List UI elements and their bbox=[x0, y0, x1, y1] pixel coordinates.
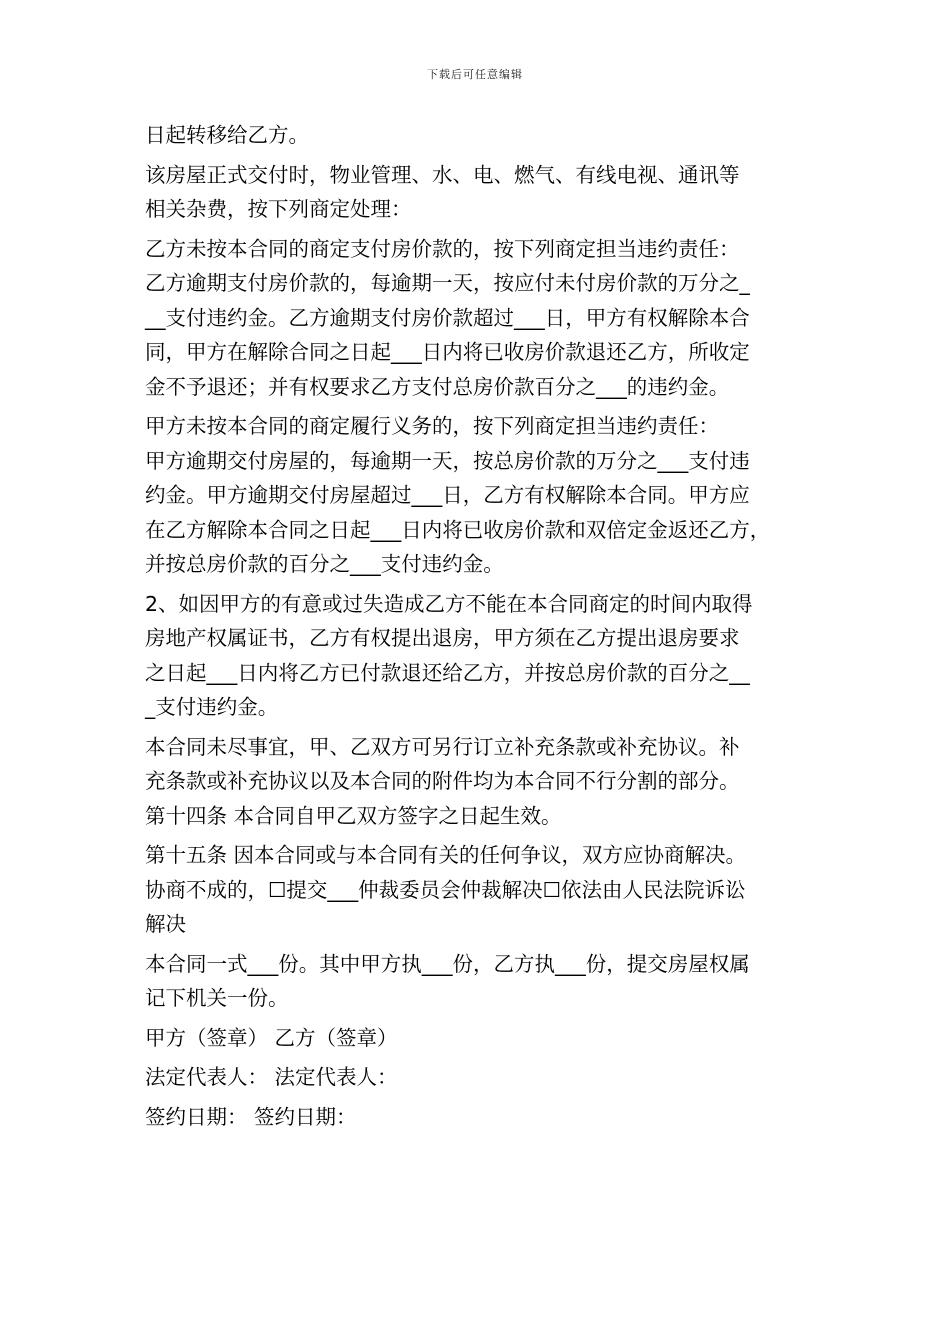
text-line: 甲方（签章） 乙方（签章） bbox=[145, 1025, 398, 1050]
text-line: 充条款或补充协议以及本合同的附件均为本合同不行分割的部分。 bbox=[145, 769, 740, 793]
paragraph-buyer-breach-heading bbox=[145, 232, 820, 267]
document-body bbox=[145, 118, 820, 1134]
signature-representatives bbox=[145, 1060, 820, 1095]
text-line: 法定代表人： 法定代表人： bbox=[145, 1065, 398, 1089]
text-line: 本合同未尽事宜，甲、乙双方可另行订立补充条款或补充协议。补 bbox=[145, 734, 740, 759]
paragraph-article-14 bbox=[145, 799, 820, 834]
signature-parties bbox=[145, 1021, 820, 1056]
text-line: 房地产权属证书，乙方有权提出退房，甲方须在乙方提出退房要求 bbox=[145, 626, 740, 650]
text-line: 第十五条 因本合同或与本合同有关的任何争议，双方应协商解决。 bbox=[145, 843, 747, 867]
text-line: 解决 bbox=[145, 912, 186, 936]
text-line: 在乙方解除本合同之日起___日内将已收房价款和双倍定金返还乙方， bbox=[145, 517, 771, 542]
text-line: 日起转移给乙方。 bbox=[145, 123, 309, 147]
paragraph-clause-2 bbox=[145, 587, 820, 725]
text-line: 2、如因甲方的有意或过失造成乙方不能在本合同商定的时间内取得 bbox=[145, 591, 753, 616]
text-line: 同，甲方在解除合同之日起___日内将已收房价款退还乙方，所收定 bbox=[145, 340, 750, 364]
paragraph-supplementary bbox=[145, 730, 820, 799]
text-line: 之日起___日内将乙方已付款退还给乙方，并按总房价款的百分之__ bbox=[145, 660, 750, 685]
page-header: 下载后可任意编辑 bbox=[427, 68, 523, 81]
text-line: 甲方未按本合同的商定履行义务的，按下列商定担当违约责任： bbox=[145, 414, 719, 438]
text-line: 相关杂费，按下列商定处理： bbox=[145, 197, 412, 221]
text-line: 约金。甲方逾期交付房屋超过___日，乙方有权解除本合同。甲方应 bbox=[145, 483, 750, 507]
paragraph-transfer bbox=[145, 118, 820, 153]
text-line: 并按总房价款的百分之___支付违约金。 bbox=[145, 552, 504, 576]
paragraph-copies bbox=[145, 947, 820, 1016]
text-line: 甲方逾期交付房屋的，每逾期一天，按总房价款的万分之___支付违 bbox=[145, 448, 750, 473]
text-line: 乙方未按本合同的商定支付房价款的，按下列商定担当违约责任： bbox=[145, 236, 740, 261]
text-line: 乙方逾期支付房价款的，每逾期一天，按应付未付房价款的万分之_ bbox=[145, 271, 750, 295]
paragraph-seller-late-delivery bbox=[145, 444, 820, 582]
paragraph-seller-breach-heading bbox=[145, 409, 820, 444]
paragraph-article-15 bbox=[145, 838, 820, 942]
text-line: 记下机关一份。 bbox=[145, 986, 289, 1010]
text-line: 该房屋正式交付时，物业管理、水、电、燃气、有线电视、通讯等 bbox=[145, 162, 740, 187]
text-line: 本合同一式___份。其中甲方执___份，乙方执___份，提交房屋权属 bbox=[145, 951, 750, 976]
text-line: __支付违约金。乙方逾期支付房价款超过___日，甲方有权解除本合 bbox=[145, 305, 750, 330]
text-line: _支付违约金。 bbox=[145, 695, 279, 719]
signature-dates bbox=[145, 1100, 820, 1135]
text-line: 金不予退还；并有权要求乙方支付总房价款百分之___的违约金。 bbox=[145, 374, 730, 399]
paragraph-fees bbox=[145, 158, 820, 227]
paragraph-buyer-late-payment bbox=[145, 266, 820, 404]
text-line: 签约日期： 签约日期： bbox=[145, 1104, 357, 1129]
text-line: 第十四条 本合同自甲乙双方签字之日起生效。 bbox=[145, 803, 562, 828]
text-line: 协商不成的，☐提交___仲裁委员会仲裁解决☐依法由人民法院诉讼 bbox=[145, 877, 746, 902]
